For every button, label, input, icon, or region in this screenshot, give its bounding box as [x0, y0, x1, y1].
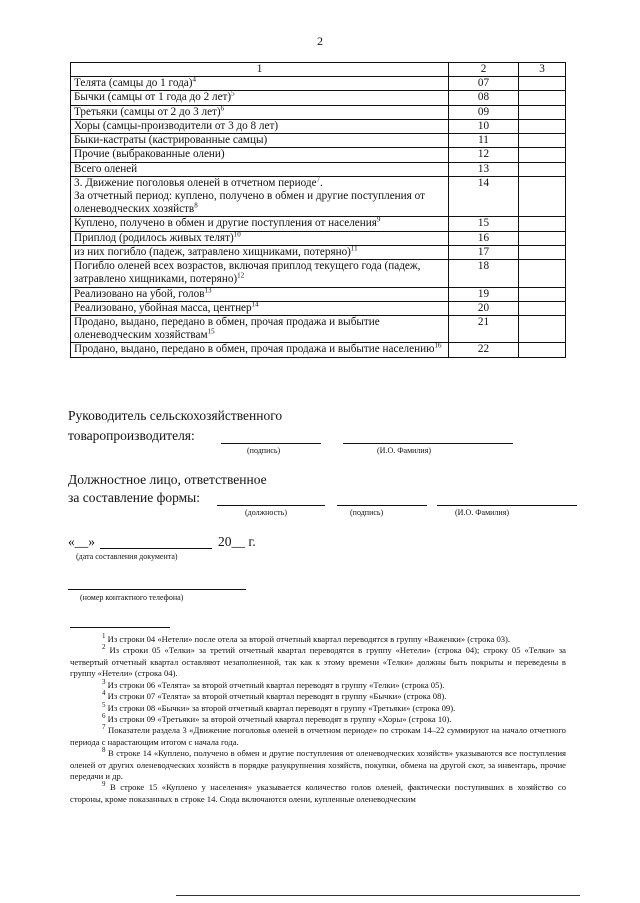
- footnote: $^5$ Из строки 08 «Бычки» за второй отчетный квартал переводят в группу «Третьяки» (строка 09).: [102, 700, 456, 713]
- row-label: Реализовано на убой, голов$^{13}$: [71, 287, 449, 301]
- table-row: [71, 91, 566, 105]
- table-row: [71, 245, 566, 259]
- table-row: [71, 260, 566, 287]
- table-row: [71, 231, 566, 245]
- head-signature-caption: (подпись): [247, 446, 281, 455]
- row-label: Куплено, получено в обмен и другие поступления от населения$^9$: [71, 217, 449, 231]
- row-value-cell[interactable]: [519, 176, 566, 217]
- row-value-cell[interactable]: [519, 119, 566, 133]
- row-value-cell[interactable]: [519, 343, 566, 357]
- header-col-3: 3: [519, 63, 566, 77]
- table-row: [71, 105, 566, 119]
- row-value-cell[interactable]: [519, 217, 566, 231]
- table-row: [71, 119, 566, 133]
- responsible-name-caption: (И.О. Фамилия): [455, 508, 510, 517]
- date-month-line[interactable]: [100, 548, 212, 549]
- head-title-line2: товаропроизводителя:: [68, 428, 195, 443]
- row-value-cell[interactable]: [519, 245, 566, 259]
- row-code: 17: [449, 245, 519, 259]
- livestock-table: [70, 62, 566, 358]
- table-row: [71, 315, 566, 342]
- date-year: 20__ г.: [218, 534, 256, 549]
- row-label: Продано, выдано, передано в обмен, прочая продажа и выбытие населению$^{16}$: [71, 343, 449, 357]
- table-row: [71, 77, 566, 91]
- table-row: [71, 343, 566, 357]
- row-code: 18: [449, 260, 519, 287]
- responsible-position-caption: (должность): [245, 508, 287, 517]
- table-row: [71, 287, 566, 301]
- footnote: $^9$ В строке 15 «Куплено у населения» указывается количество голов оленей, фактически поступивших в хозяйство со стороны, кроме показанных в строке 14. Сюда включаются олени, купленные оленеводческим: [70, 780, 566, 804]
- bottom-rule: [176, 895, 580, 896]
- row-code: 21: [449, 315, 519, 342]
- row-label: 3. Движение поголовья оленей в отчетном периоде$^7$. За отчетный период: куплено, получено в обмен и другие поступления от оленеводческих хозяйств$^8$: [71, 176, 449, 217]
- row-label: Третьяки (самцы от 2 до 3 лет)$^6$: [71, 105, 449, 119]
- row-code: 14: [449, 176, 519, 217]
- row-code: 08: [449, 91, 519, 105]
- row-value-cell[interactable]: [519, 315, 566, 342]
- table-row: [71, 217, 566, 231]
- row-code: 07: [449, 77, 519, 91]
- header-col-2: 2: [449, 63, 519, 77]
- row-label: Всего оленей: [71, 162, 449, 176]
- row-value-cell[interactable]: [519, 134, 566, 148]
- footnotes: [70, 634, 566, 805]
- row-code: 19: [449, 287, 519, 301]
- footnote: $^2$ Из строки 05 «Телки» за третий отчетный квартал переводятся в группу «Нетели» (строка 04); строку 05 «Телки» за четвертый отчетный квартал оставляют незаполненной, так как к этому времени «Телки» должны быть покрыты и переведены в группу «Нетели» (строка 04).: [70, 643, 566, 679]
- date-day: «__»: [68, 534, 95, 549]
- table-row: [71, 148, 566, 162]
- row-value-cell[interactable]: [519, 162, 566, 176]
- row-label: из них погибло (падеж, затравлено хищниками, потеряно)$^{11}$: [71, 245, 449, 259]
- phone-caption: (номер контактного телефона): [80, 593, 184, 602]
- head-title-line1: Руководитель сельскохозяйственного: [68, 408, 283, 423]
- footnote: $^8$ В строке 14 «Куплено, получено в обмен и другие поступления от оленеводческих хозяйств» указываются все поступления оленей от других оленеводческих хозяйств в порядке разукрупнения хозяйств, покупки, обмена на другой скот, за инвентарь, прочие передачи и др.: [70, 746, 566, 782]
- row-code: 15: [449, 217, 519, 231]
- row-label: Реализовано, убойная масса, центнер$^{14}$: [71, 301, 449, 315]
- row-code: 11: [449, 134, 519, 148]
- head-name-line[interactable]: [343, 443, 513, 444]
- row-code: 20: [449, 301, 519, 315]
- footnote: $^6$ Из строки 09 «Третьяки» за второй отчетный квартал переводят в группу «Хоры» (строка 10).: [102, 712, 452, 724]
- row-label: Приплод (родилось живых телят)$^{10}$: [71, 231, 449, 245]
- row-code: 13: [449, 162, 519, 176]
- header-col-1: 1: [71, 63, 449, 77]
- row-value-cell[interactable]: [519, 77, 566, 91]
- row-value-cell[interactable]: [519, 231, 566, 245]
- row-value-cell[interactable]: [519, 105, 566, 119]
- row-code: 12: [449, 148, 519, 162]
- row-code: 10: [449, 119, 519, 133]
- table-header-row: [71, 63, 566, 77]
- table-row: [71, 176, 566, 217]
- row-value-cell[interactable]: [519, 91, 566, 105]
- row-label: Бычки (самцы от 1 года до 2 лет)$^5$: [71, 91, 449, 105]
- row-code: 09: [449, 105, 519, 119]
- footnote: $^1$ Из строки 04 «Нетели» после отела за второй отчетный квартал переводятся в группу «Важенки» (строка 03).: [102, 632, 511, 644]
- responsible-title-line1: Должностное лицо, ответственное: [68, 472, 267, 487]
- row-value-cell[interactable]: [519, 301, 566, 315]
- responsible-signature-line[interactable]: [337, 505, 427, 506]
- row-label: Быки-кастраты (кастрированные самцы): [71, 134, 449, 148]
- row-label: Прочие (выбракованные олени): [71, 148, 449, 162]
- row-code: 16: [449, 231, 519, 245]
- head-signature-line[interactable]: [221, 443, 321, 444]
- footnote: $^3$ Из строки 06 «Телята» за второй отчетный квартал переводят в группу «Телки» (строка 05).: [102, 677, 445, 690]
- row-code: 22: [449, 343, 519, 357]
- row-label: Погибло оленей всех возрастов, включая приплод текущего года (падеж, затравлено хищниками, потеряно)$^{12}$: [71, 260, 449, 287]
- page-number: 2: [317, 34, 323, 48]
- responsible-position-line[interactable]: [217, 505, 325, 506]
- phone-line[interactable]: [68, 589, 246, 590]
- table-row: [71, 301, 566, 315]
- head-name-caption: (И.О. Фамилия): [377, 446, 432, 455]
- row-label: Телята (самцы до 1 года)$^4$: [71, 77, 449, 91]
- responsible-signature-caption: (подпись): [350, 508, 384, 517]
- date-caption: (дата составления документа): [76, 552, 178, 561]
- responsible-title-line2: за составление формы:: [68, 490, 200, 505]
- row-value-cell[interactable]: [519, 148, 566, 162]
- row-value-cell[interactable]: [519, 287, 566, 301]
- responsible-name-line[interactable]: [437, 505, 577, 506]
- footnote: $^7$ Показатели раздела 3 «Движение поголовья оленей в отчетном периоде» по строкам 14–22 суммируют на начало отчетного периода с нарастающим итогом с начала года.: [70, 723, 566, 747]
- row-label: Хоры (самцы-производители от 3 до 8 лет): [71, 119, 449, 133]
- row-label: Продано, выдано, передано в обмен, прочая продажа и выбытие оленеводческим хозяйствам$^{15}$: [71, 315, 449, 342]
- row-value-cell[interactable]: [519, 260, 566, 287]
- footnote-separator: [70, 627, 170, 628]
- table-row: [71, 134, 566, 148]
- footnote: $^4$ Из строки 07 «Телята» за второй отчетный квартал переводят в группу «Бычки» (строка 08).: [102, 689, 447, 702]
